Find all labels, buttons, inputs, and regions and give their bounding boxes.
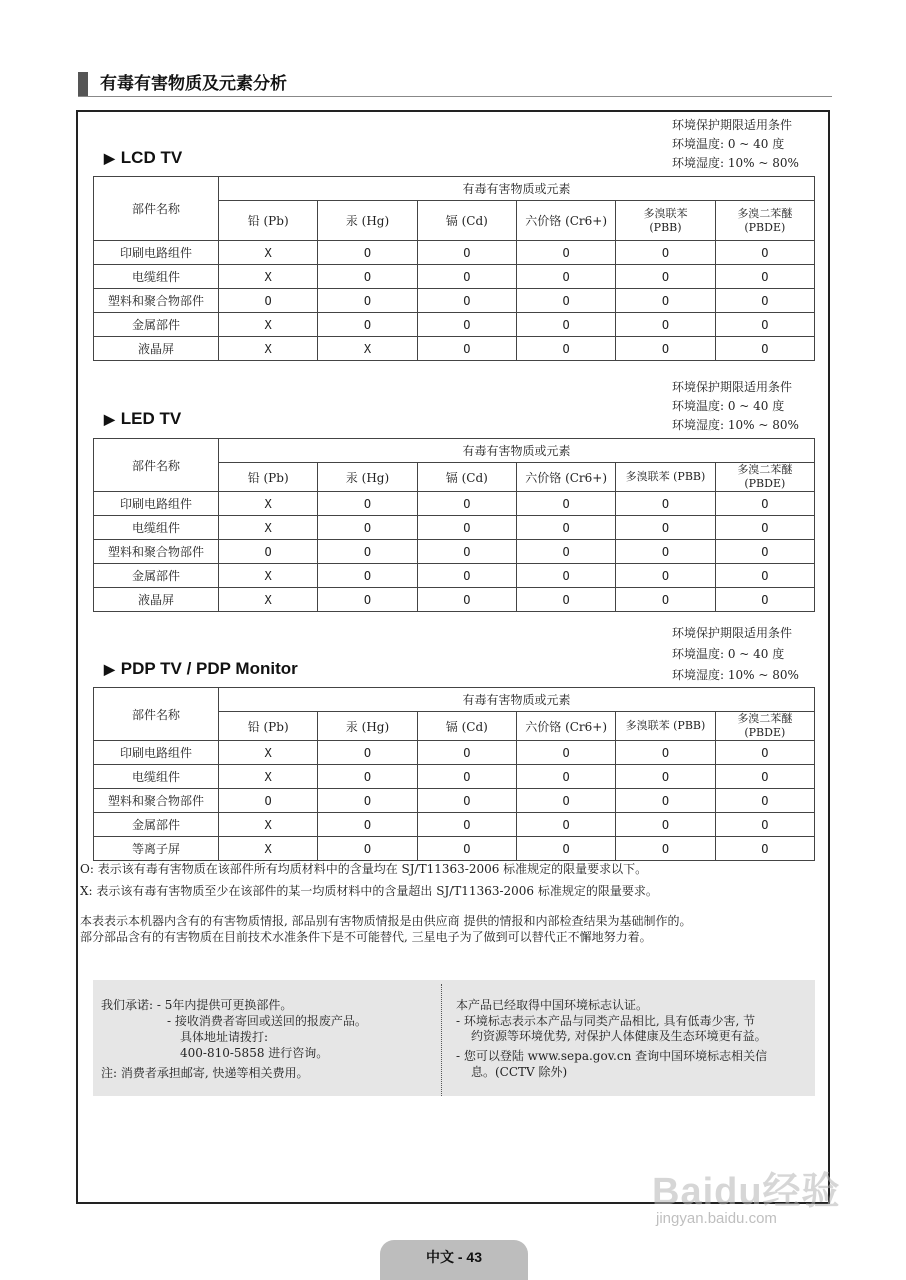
header-cr6: 六价铬 (Cr6+) bbox=[516, 463, 615, 492]
substance-value-cell: X bbox=[219, 313, 318, 337]
substance-value-cell: O bbox=[616, 241, 715, 265]
substance-value-cell: O bbox=[516, 289, 615, 313]
page-title: 有毒有害物质及元素分析 bbox=[100, 74, 287, 94]
header-pbde-line1: 多溴二苯醚 bbox=[737, 206, 793, 220]
header-group: 有毒有害物质或元素 bbox=[219, 688, 815, 712]
substance-value-cell: O bbox=[616, 789, 715, 813]
section-title-text: LED TV bbox=[120, 409, 182, 428]
substance-value-cell: O bbox=[318, 837, 417, 861]
header-pbb: 多溴联苯 (PBB) bbox=[616, 712, 715, 741]
substance-value-cell: O bbox=[715, 516, 814, 540]
substance-value-cell: O bbox=[417, 337, 516, 361]
section-title-text: LCD TV bbox=[120, 148, 183, 167]
note-paragraph-1: 本表表示本机器内含有的有害物质情报, 部品别有害物质情报是由供应商 提供的情报和内部检查结果为基础制作的。 bbox=[80, 914, 692, 928]
promise-left-line: - 接收消费者寄回或送回的报废产品。 bbox=[167, 1014, 367, 1028]
part-name-cell: 印刷电路组件 bbox=[94, 492, 219, 516]
header-pbde-line2: (PBDE) bbox=[744, 220, 786, 234]
substance-value-cell: O bbox=[318, 313, 417, 337]
promise-right-line: 本产品已经取得中国环境标志认证。 bbox=[456, 998, 649, 1012]
substance-value-cell: X bbox=[219, 765, 318, 789]
substance-value-cell: O bbox=[616, 813, 715, 837]
substance-value-cell: O bbox=[318, 789, 417, 813]
triangle-icon: ▶ bbox=[104, 411, 115, 427]
substance-value-cell: O bbox=[318, 813, 417, 837]
header-pb: 铅 (Pb) bbox=[219, 201, 318, 241]
substance-value-cell: O bbox=[516, 265, 615, 289]
substance-table-led bbox=[93, 438, 815, 612]
substance-value-cell: O bbox=[715, 741, 814, 765]
promise-left-line: 400-810-5858 进行咨询。 bbox=[180, 1046, 329, 1060]
triangle-icon: ▶ bbox=[104, 661, 115, 677]
substance-value-cell: O bbox=[417, 813, 516, 837]
header-pbb-line2: (PBB) bbox=[649, 220, 682, 234]
part-name-cell: 电缆组件 bbox=[94, 265, 219, 289]
part-name-cell: 印刷电路组件 bbox=[94, 741, 219, 765]
substance-value-cell: O bbox=[616, 313, 715, 337]
substance-value-cell: O bbox=[318, 741, 417, 765]
substance-value-cell: O bbox=[715, 765, 814, 789]
header-hg: 汞 (Hg) bbox=[318, 463, 417, 492]
substance-value-cell: O bbox=[616, 265, 715, 289]
table-row bbox=[94, 765, 815, 789]
table-row bbox=[94, 492, 815, 516]
header-pbb-line1: 多溴联苯 bbox=[643, 206, 688, 220]
substance-value-cell: O bbox=[616, 564, 715, 588]
substance-value-cell: O bbox=[516, 313, 615, 337]
substance-value-cell: O bbox=[715, 588, 814, 612]
header-pbde: 多溴二苯醚 (PBDE) bbox=[715, 463, 814, 492]
substance-value-cell: O bbox=[417, 265, 516, 289]
header-pbb bbox=[616, 201, 715, 241]
part-name-cell: 金属部件 bbox=[94, 313, 219, 337]
header-pbde bbox=[715, 201, 814, 241]
table-row bbox=[94, 813, 815, 837]
header-cd: 镉 (Cd) bbox=[417, 201, 516, 241]
part-name-cell: 电缆组件 bbox=[94, 516, 219, 540]
substance-value-cell: O bbox=[417, 313, 516, 337]
header-pbb: 多溴联苯 (PBB) bbox=[616, 463, 715, 492]
part-name-cell: 电缆组件 bbox=[94, 765, 219, 789]
substance-value-cell: O bbox=[318, 289, 417, 313]
promise-right-line: - 环境标志表示本产品与同类产品相比, 具有低毒少害, 节 bbox=[456, 1014, 756, 1028]
watermark-brand: Baidu经验 bbox=[652, 1171, 841, 1213]
substance-value-cell: O bbox=[318, 492, 417, 516]
promise-left-line: 注: 消费者承担邮寄, 快递等相关费用。 bbox=[101, 1066, 309, 1080]
part-name-cell: 塑料和聚合物部件 bbox=[94, 540, 219, 564]
substance-value-cell: O bbox=[417, 289, 516, 313]
substance-value-cell: O bbox=[516, 588, 615, 612]
substance-value-cell: O bbox=[715, 492, 814, 516]
substance-value-cell: O bbox=[318, 265, 417, 289]
table-row bbox=[94, 337, 815, 361]
conditions-humidity: 环境湿度: 10% ~ 80% bbox=[672, 668, 799, 682]
substance-value-cell: O bbox=[616, 337, 715, 361]
substance-value-cell: O bbox=[318, 540, 417, 564]
substance-value-cell: O bbox=[417, 789, 516, 813]
substance-value-cell: O bbox=[219, 789, 318, 813]
part-name-cell: 等离子屏 bbox=[94, 837, 219, 861]
part-name-cell: 金属部件 bbox=[94, 813, 219, 837]
promise-left-line: 我们承诺: - 5年内提供可更换部件。 bbox=[101, 998, 293, 1012]
note-x: X: 表示该有毒有害物质至少在该部件的某一均质材料中的含量超出 SJ/T11363-2006 标准规定的限量要求。 bbox=[80, 884, 658, 898]
part-name-cell: 液晶屏 bbox=[94, 588, 219, 612]
conditions-title: 环境保护期限适用条件 bbox=[672, 118, 793, 132]
substance-value-cell: O bbox=[318, 241, 417, 265]
table-row bbox=[94, 289, 815, 313]
header-group: 有毒有害物质或元素 bbox=[219, 439, 815, 463]
substance-value-cell: O bbox=[417, 564, 516, 588]
substance-value-cell: O bbox=[616, 289, 715, 313]
part-name-cell: 印刷电路组件 bbox=[94, 241, 219, 265]
substance-value-cell: O bbox=[616, 741, 715, 765]
substance-value-cell: O bbox=[219, 540, 318, 564]
substance-value-cell: O bbox=[417, 741, 516, 765]
header-part-name: 部件名称 bbox=[94, 177, 219, 241]
substance-value-cell: O bbox=[516, 540, 615, 564]
substance-value-cell: X bbox=[219, 588, 318, 612]
header-part-name: 部件名称 bbox=[94, 688, 219, 741]
substance-value-cell: O bbox=[516, 337, 615, 361]
substance-value-cell: O bbox=[616, 516, 715, 540]
substance-value-cell: O bbox=[318, 516, 417, 540]
substance-value-cell: O bbox=[616, 492, 715, 516]
substance-value-cell: X bbox=[219, 837, 318, 861]
substance-value-cell: X bbox=[219, 492, 318, 516]
conditions-temperature: 环境温度: 0 ~ 40 度 bbox=[672, 137, 785, 151]
substance-value-cell: O bbox=[516, 741, 615, 765]
header-cr6: 六价铬 (Cr6+) bbox=[516, 201, 615, 241]
substance-value-cell: O bbox=[715, 289, 814, 313]
promise-left-line: 具体地址请拨打: bbox=[180, 1030, 269, 1044]
substance-value-cell: O bbox=[715, 337, 814, 361]
substance-value-cell: O bbox=[715, 540, 814, 564]
table-row bbox=[94, 789, 815, 813]
header-pb: 铅 (Pb) bbox=[219, 463, 318, 492]
substance-value-cell: O bbox=[417, 588, 516, 612]
section-title-led bbox=[104, 408, 181, 430]
conditions-humidity: 环境湿度: 10% ~ 80% bbox=[672, 156, 799, 170]
substance-value-cell: X bbox=[219, 813, 318, 837]
table-body bbox=[94, 741, 815, 861]
header-hg: 汞 (Hg) bbox=[318, 201, 417, 241]
header-pb: 铅 (Pb) bbox=[219, 712, 318, 741]
substance-value-cell: O bbox=[516, 765, 615, 789]
table-row bbox=[94, 837, 815, 861]
promise-box bbox=[93, 980, 815, 1096]
substance-value-cell: O bbox=[616, 837, 715, 861]
header-group: 有毒有害物质或元素 bbox=[219, 177, 815, 201]
promise-right-line: 约资源等环境优势, 对保护人体健康及生态环境更有益。 bbox=[471, 1029, 767, 1043]
watermark-url: jingyan.baidu.com bbox=[656, 1210, 777, 1227]
part-name-cell: 液晶屏 bbox=[94, 337, 219, 361]
table-row bbox=[94, 540, 815, 564]
substance-value-cell: O bbox=[715, 813, 814, 837]
substance-value-cell: X bbox=[219, 564, 318, 588]
table-row bbox=[94, 241, 815, 265]
table-row bbox=[94, 516, 815, 540]
header-cd: 镉 (Cd) bbox=[417, 463, 516, 492]
table-body bbox=[94, 492, 815, 612]
conditions-block bbox=[672, 624, 799, 685]
substance-table-pdp bbox=[93, 687, 815, 861]
header-cr6: 六价铬 (Cr6+) bbox=[516, 712, 615, 741]
conditions-title: 环境保护期限适用条件 bbox=[672, 626, 793, 640]
substance-value-cell: O bbox=[616, 588, 715, 612]
part-name-cell: 塑料和聚合物部件 bbox=[94, 789, 219, 813]
substance-value-cell: O bbox=[417, 241, 516, 265]
promise-divider bbox=[441, 984, 442, 1096]
substance-value-cell: X bbox=[318, 337, 417, 361]
substance-value-cell: O bbox=[616, 540, 715, 564]
promise-right-line: - 您可以登陆 www.sepa.gov.cn 查询中国环境标志相关信 bbox=[456, 1049, 768, 1063]
page-number-tab: 中文 - 43 bbox=[380, 1240, 528, 1280]
substance-value-cell: O bbox=[219, 289, 318, 313]
table-row bbox=[94, 313, 815, 337]
substance-value-cell: X bbox=[219, 516, 318, 540]
substance-table-lcd bbox=[93, 176, 815, 361]
substance-value-cell: O bbox=[516, 813, 615, 837]
substance-value-cell: X bbox=[219, 265, 318, 289]
substance-value-cell: X bbox=[219, 241, 318, 265]
substance-value-cell: O bbox=[417, 540, 516, 564]
substance-value-cell: O bbox=[417, 765, 516, 789]
table-row bbox=[94, 588, 815, 612]
substance-value-cell: O bbox=[715, 789, 814, 813]
section-title-lcd bbox=[104, 147, 182, 169]
section-title-pdp bbox=[104, 658, 298, 680]
substance-value-cell: O bbox=[715, 265, 814, 289]
substance-value-cell: O bbox=[616, 765, 715, 789]
substance-value-cell: O bbox=[318, 765, 417, 789]
substance-value-cell: O bbox=[715, 313, 814, 337]
conditions-temperature: 环境温度: 0 ~ 40 度 bbox=[672, 399, 785, 413]
substance-value-cell: O bbox=[417, 837, 516, 861]
substance-value-cell: O bbox=[516, 492, 615, 516]
header-cd: 镉 (Cd) bbox=[417, 712, 516, 741]
header-pbde: 多溴二苯醚 (PBDE) bbox=[715, 712, 814, 741]
part-name-cell: 塑料和聚合物部件 bbox=[94, 289, 219, 313]
substance-value-cell: O bbox=[715, 241, 814, 265]
substance-value-cell: O bbox=[318, 588, 417, 612]
substance-value-cell: O bbox=[516, 837, 615, 861]
section-title-text: PDP TV / PDP Monitor bbox=[120, 659, 298, 678]
substance-value-cell: O bbox=[318, 564, 417, 588]
header-hg: 汞 (Hg) bbox=[318, 712, 417, 741]
conditions-temperature: 环境温度: 0 ~ 40 度 bbox=[672, 647, 785, 661]
title-rule bbox=[78, 96, 832, 97]
table-row bbox=[94, 564, 815, 588]
conditions-block bbox=[672, 116, 799, 173]
section-marker bbox=[78, 72, 88, 96]
substance-value-cell: O bbox=[715, 837, 814, 861]
substance-value-cell: O bbox=[516, 564, 615, 588]
substance-value-cell: O bbox=[516, 516, 615, 540]
conditions-humidity: 环境湿度: 10% ~ 80% bbox=[672, 418, 799, 432]
part-name-cell: 金属部件 bbox=[94, 564, 219, 588]
note-o: O: 表示该有毒有害物质在该部件所有均质材料中的含量均在 SJ/T11363-2006 标准规定的限量要求以下。 bbox=[80, 862, 648, 876]
table-row bbox=[94, 265, 815, 289]
conditions-block bbox=[672, 378, 799, 435]
conditions-title: 环境保护期限适用条件 bbox=[672, 380, 793, 394]
table-row bbox=[94, 741, 815, 765]
table-body bbox=[94, 241, 815, 361]
substance-value-cell: X bbox=[219, 741, 318, 765]
substance-value-cell: O bbox=[417, 492, 516, 516]
substance-value-cell: X bbox=[219, 337, 318, 361]
substance-value-cell: O bbox=[516, 241, 615, 265]
promise-right-line: 息。(CCTV 除外) bbox=[471, 1065, 568, 1079]
substance-value-cell: O bbox=[516, 789, 615, 813]
header-part-name: 部件名称 bbox=[94, 439, 219, 492]
substance-value-cell: O bbox=[715, 564, 814, 588]
note-paragraph-2: 部分部品含有的有害物质在目前技术水准条件下是不可能替代, 三星电子为了做到可以替代正不懈地努力着。 bbox=[80, 930, 652, 944]
triangle-icon: ▶ bbox=[104, 150, 115, 166]
substance-value-cell: O bbox=[417, 516, 516, 540]
